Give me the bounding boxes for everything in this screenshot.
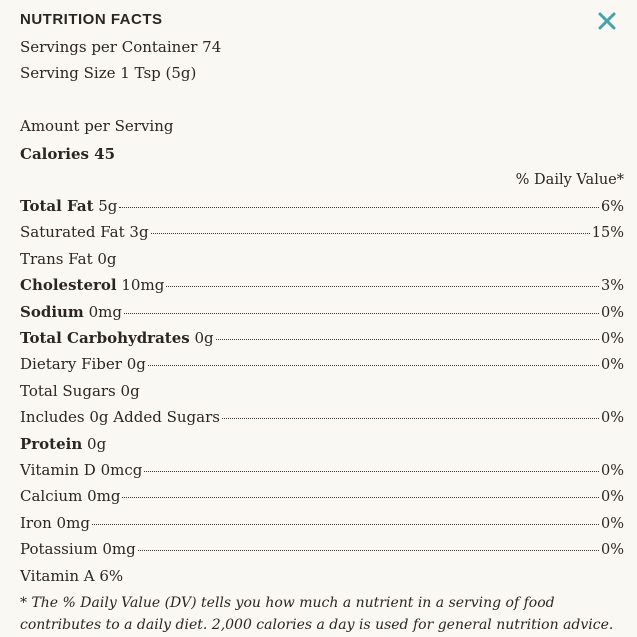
dot-leader — [216, 339, 599, 340]
nutrient-row — [20, 355, 624, 375]
nutrition-facts-panel — [20, 0, 624, 637]
nutrient-amount: 5g — [93, 197, 118, 215]
dot-leader — [138, 550, 599, 551]
nutrient-daily-value: 6% — [600, 199, 624, 215]
nutrient-label — [20, 487, 120, 505]
nutrient-name: Iron 0mg — [20, 513, 90, 532]
nutrient-amount: 0g — [82, 434, 107, 453]
nutrient-daily-value: 0% — [600, 410, 624, 427]
serving-size: Serving Size 1 Tsp (5g) — [20, 64, 197, 82]
nutrient-name: Includes 0g Added Sugars — [20, 408, 220, 427]
nutrient-label — [20, 329, 214, 347]
amount-per-serving-label: Amount per Serving — [20, 117, 174, 135]
nutrient-name: Dietary Fiber 0g — [20, 355, 146, 374]
nutrient-name: Potassium 0mg — [20, 540, 136, 559]
nutrient-label — [20, 435, 106, 453]
close-button[interactable] — [596, 10, 618, 32]
nutrient-daily-value: 0% — [600, 357, 624, 374]
dot-leader — [119, 207, 599, 208]
calories: Calories 45 — [20, 145, 116, 163]
nutrient-daily-value: 0% — [600, 542, 624, 559]
nutrient-name: Total Sugars 0g — [20, 381, 140, 400]
nutrient-row — [20, 223, 624, 243]
nutrient-row — [20, 303, 624, 323]
nutrient-label — [20, 303, 122, 321]
nutrient-label — [20, 540, 136, 558]
nutrient-row — [20, 382, 624, 402]
nutrient-name: Trans Fat 0g — [20, 249, 117, 268]
nutrient-name: Protein — [20, 434, 83, 453]
dot-leader — [144, 471, 599, 472]
nutrient-daily-value: 3% — [600, 278, 624, 295]
nutrient-row — [20, 408, 624, 428]
nutrient-daily-value: 0% — [600, 304, 624, 321]
nutrient-name: Cholesterol — [20, 276, 117, 295]
nutrient-daily-value: 0% — [600, 515, 624, 532]
nutrient-row — [20, 435, 624, 455]
nutrient-name: Total Fat — [20, 197, 94, 215]
nutrient-amount: 0mg — [83, 302, 122, 321]
nutrient-label — [20, 223, 149, 241]
nutrient-name: Saturated Fat 3g — [20, 223, 149, 242]
nutrient-label — [20, 567, 123, 585]
dot-leader — [122, 497, 599, 498]
nutrient-name: Calcium 0mg — [20, 487, 121, 506]
nutrient-daily-value: 15% — [591, 225, 624, 242]
nutrient-label — [20, 408, 220, 426]
close-icon — [596, 10, 618, 32]
nutrient-label — [20, 514, 90, 532]
nutrient-daily-value: 0% — [600, 463, 624, 479]
nutrient-row — [20, 276, 624, 296]
nutrient-label — [20, 250, 117, 268]
dot-leader — [151, 233, 590, 234]
nutrient-row — [20, 197, 624, 217]
dot-leader — [166, 286, 599, 287]
nutrition-facts-title: NUTRITION FACTS — [20, 11, 163, 28]
nutrient-row — [20, 514, 624, 534]
nutrient-row — [20, 540, 624, 560]
nutrient-row — [20, 487, 624, 507]
nutrient-row — [20, 250, 624, 270]
nutrient-row — [20, 461, 624, 481]
nutrient-name: Sodium — [20, 302, 84, 321]
dot-leader — [148, 365, 599, 366]
nutrient-amount: 10mg — [116, 276, 165, 295]
nutrient-row — [20, 567, 624, 587]
dot-leader — [222, 418, 599, 419]
nutrient-name: Vitamin A 6% — [20, 566, 124, 585]
servings-per-container: Servings per Container 74 — [20, 38, 222, 56]
nutrient-label — [20, 276, 164, 294]
nutrient-name: Vitamin D 0mcg — [20, 461, 143, 479]
nutrient-label — [20, 355, 146, 373]
nutrient-label — [20, 382, 140, 400]
dot-leader — [92, 524, 599, 525]
nutrient-daily-value: 0% — [600, 489, 624, 506]
nutrient-label — [20, 197, 117, 215]
nutrient-name: Total Carbohydrates — [20, 329, 190, 347]
nutrient-label — [20, 461, 142, 479]
nutrient-row — [20, 329, 624, 349]
daily-value-footnote: * The % Daily Value (DV) tells you how much a nutrient in a serving of food contributes to a daily diet. 2,000 calories a day is used for general nutrition advice. — [20, 595, 614, 633]
daily-value-header: % Daily Value* — [515, 172, 624, 188]
nutrient-amount: 0g — [189, 329, 214, 347]
nutrient-daily-value: 0% — [600, 331, 624, 347]
dot-leader — [124, 313, 599, 314]
